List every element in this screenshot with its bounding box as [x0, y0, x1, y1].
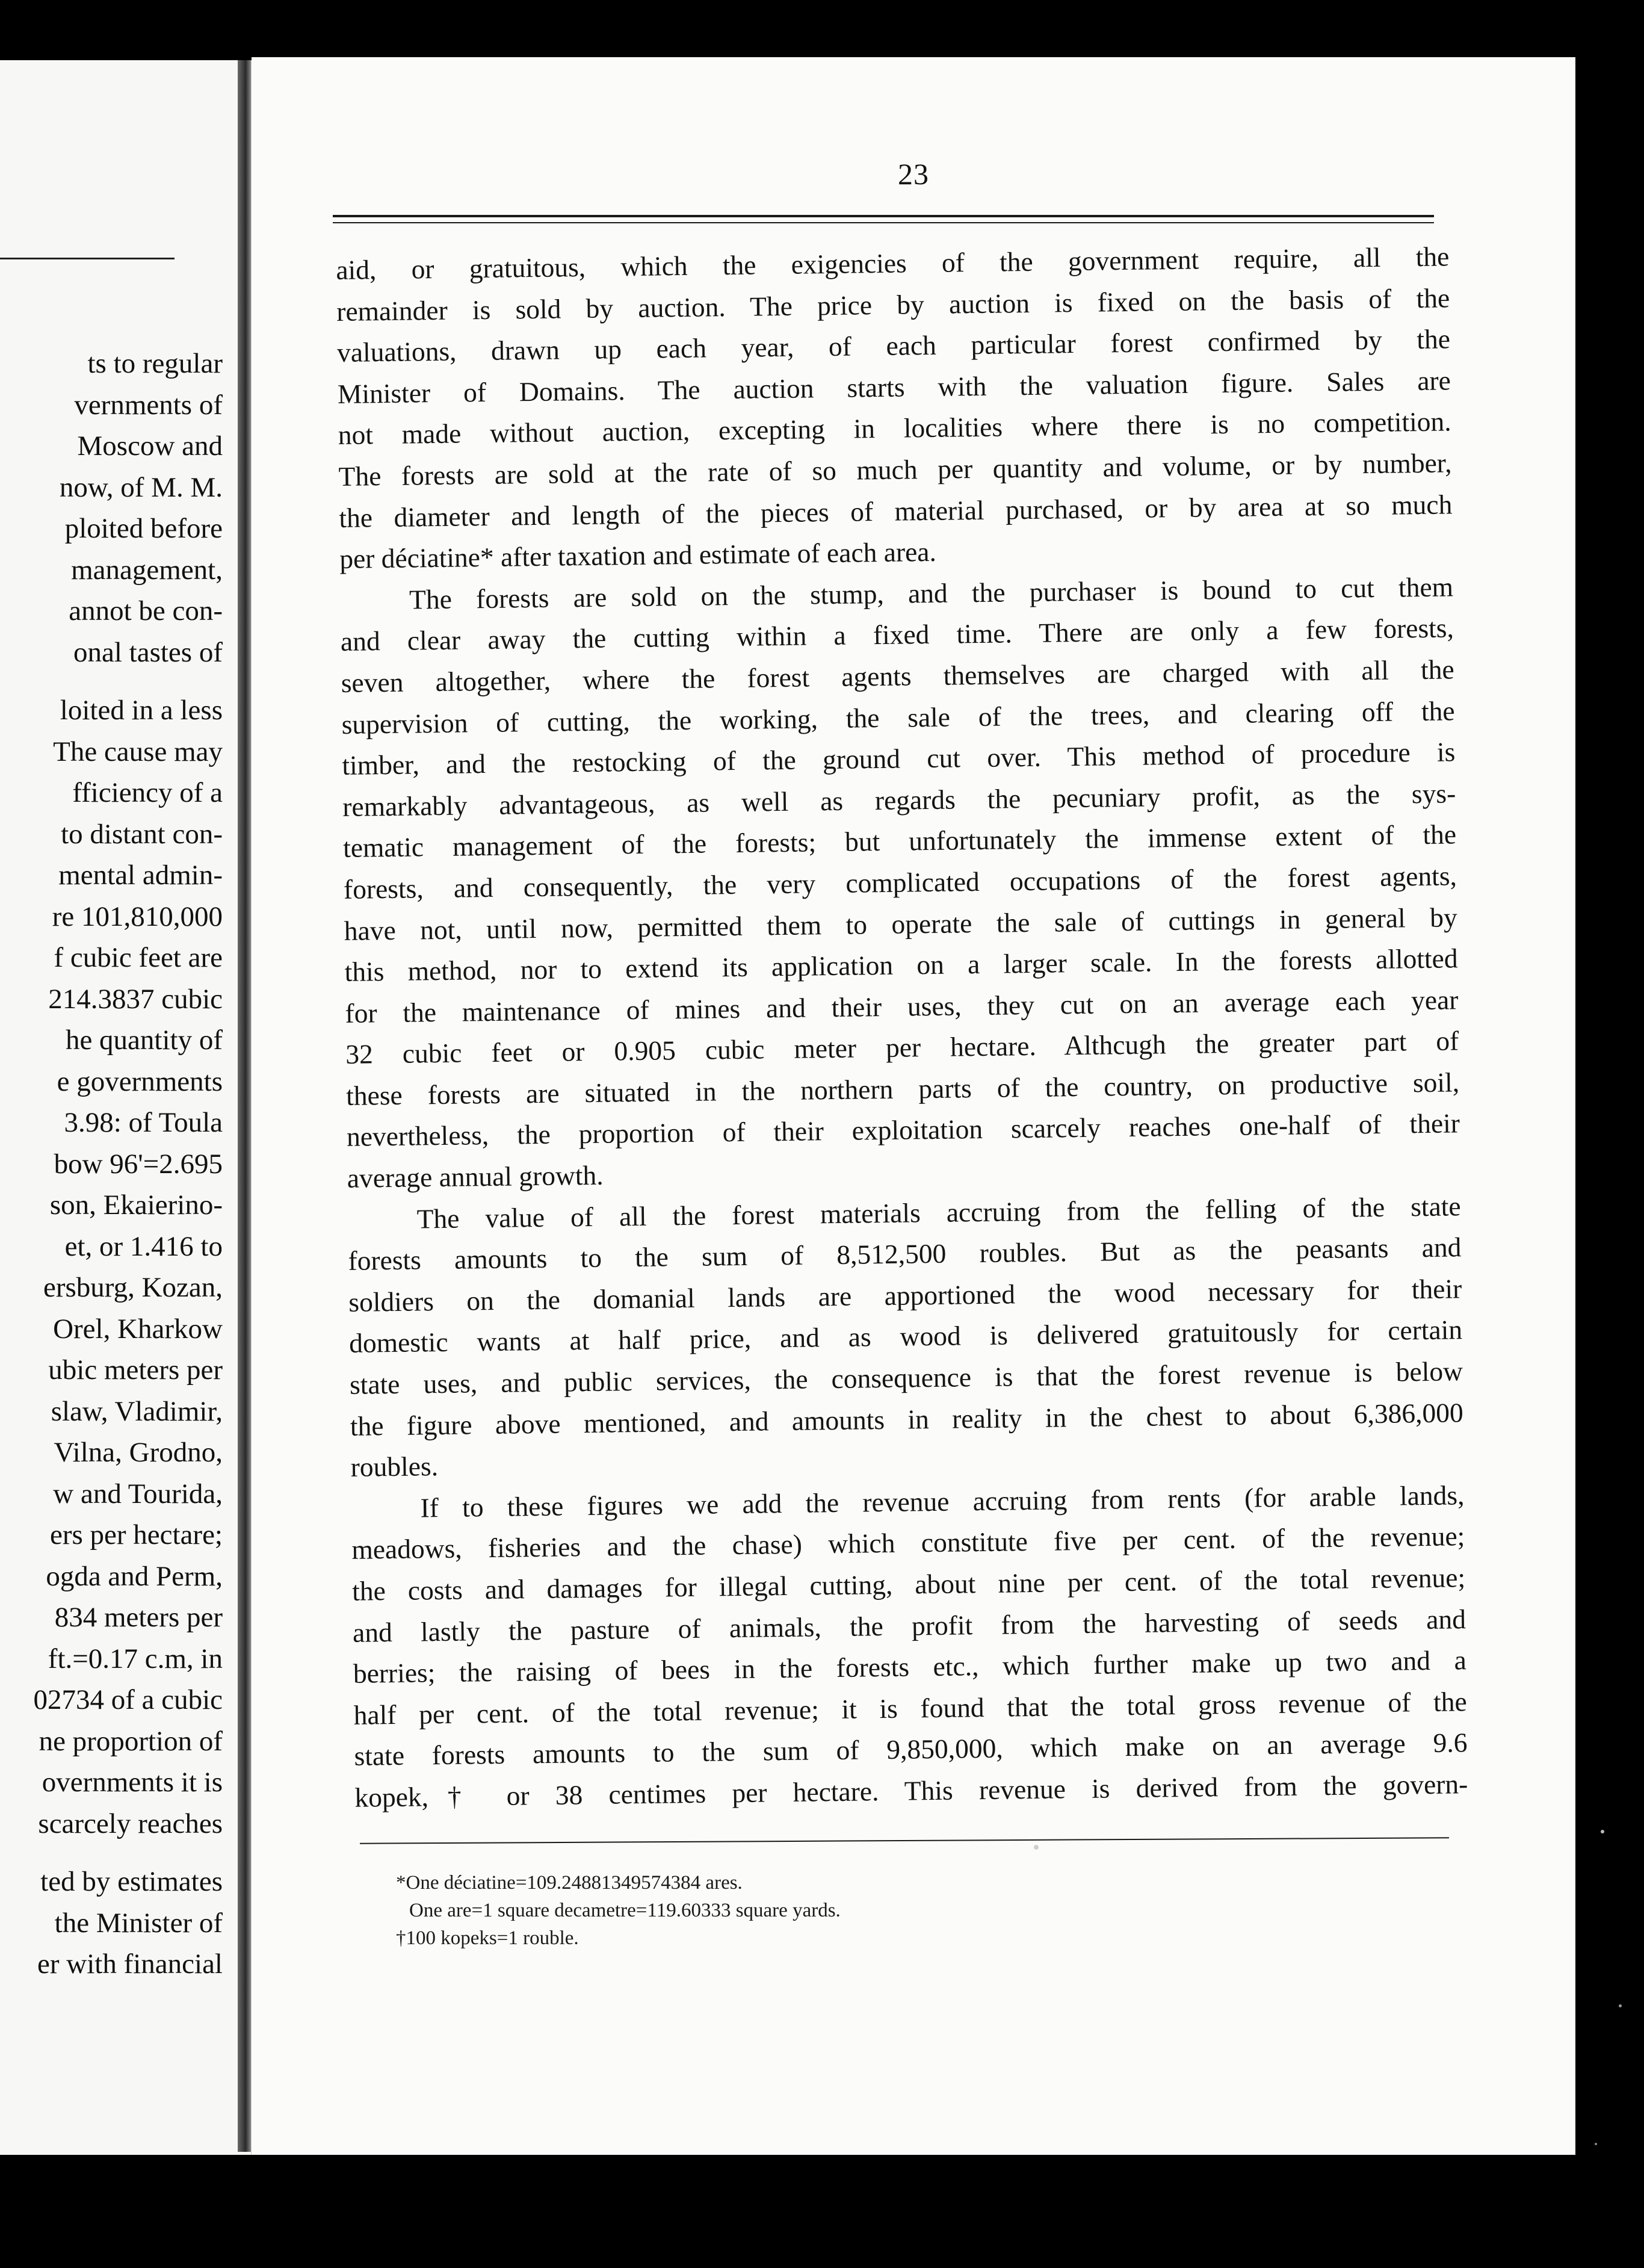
facing-page-line: re 101,810,000 — [52, 900, 223, 932]
facing-page-line: he quantity of — [65, 1024, 223, 1056]
main-page — [252, 57, 1575, 2155]
text-line: half per cent. of the total revenue; it is found that the total gross revenue of the — [353, 1686, 1467, 1730]
facing-page-line: slaw, Vladimir, — [51, 1395, 223, 1427]
text-line: remainder is sold by auction. The price by auction is fixed on the basis of the — [336, 282, 1450, 327]
text-line: per déciatine* after taxation and estimate of each area. — [339, 536, 937, 575]
footnote-rule — [360, 1837, 1449, 1844]
facing-page-line: bow 96'=2.695 — [54, 1148, 223, 1180]
scanner-dust — [1601, 1830, 1604, 1833]
paragraph — [351, 1475, 1468, 1818]
text-line: meadows, fisheries and the chase) which constitute five per cent. of the revenue; — [351, 1520, 1465, 1566]
facing-page-line: mental admin- — [58, 860, 223, 891]
facing-page-line: management, — [71, 554, 223, 586]
facing-page-line: ogda and Perm, — [46, 1560, 223, 1592]
text-line: the costs and damages for illegal cutting, about nine per cent. of the total revenue; — [351, 1562, 1466, 1606]
text-line: Minister of Domains. The auction starts with the valuation figure. Sales are — [337, 365, 1451, 409]
facing-page-line: annot be con- — [69, 595, 223, 627]
facing-page-line: ersburg, Kozan, — [43, 1272, 223, 1303]
body-text — [336, 236, 1468, 1818]
text-line: tematic management of the forests; but unfortunately the immense extent of the — [342, 819, 1457, 864]
facing-page-line: ft.=0.17 c.m, in — [48, 1643, 223, 1675]
text-line: The forests are sold at the rate of so much per quantity and volume, or by number, — [338, 447, 1452, 492]
facing-page-line: 3.98: of Toula — [64, 1107, 223, 1138]
text-line: domestic wants at half price, and as wood is delivered gratuitously for certain — [348, 1314, 1463, 1359]
facing-page-line: Moscow and — [77, 430, 223, 462]
facing-page-line: scarcely reaches — [38, 1808, 223, 1839]
text-line: forests, and consequently, the very complicated occupations of the forest agents, — [343, 860, 1457, 905]
footnote: *One déciatine=109.24881349574384 ares. — [396, 1872, 743, 1894]
facing-page-line: to distant con- — [61, 818, 223, 850]
text-line: state forests amounts to the sum of 9,850,000, which make on an average 9.6 — [354, 1727, 1468, 1772]
text-line: kopek,† or 38 centimes per hectare. This revenue is derived from the govern- — [354, 1768, 1468, 1813]
facing-page-line: er with financial — [37, 1948, 223, 1980]
facing-page-line: 214.3837 cubic — [48, 983, 223, 1015]
facing-page-line: e governments — [57, 1065, 223, 1097]
text-line: state uses, and public services, the consequence is that the forest revenue is below — [349, 1356, 1463, 1400]
facing-page-line: now, of M. M. — [59, 471, 223, 503]
footnote: †100 kopeks=1 rouble. — [396, 1927, 579, 1949]
text-line: forests amounts to the sum of 8,512,500 roubles. But as the peasants and — [348, 1232, 1462, 1277]
text-line: The value of all the forest materials accruing from the felling of the state — [416, 1190, 1461, 1235]
text-line: the diameter and length of the pieces of material purchased, or by area at so much — [339, 488, 1453, 533]
facing-page-line: ne proportion of — [39, 1725, 223, 1757]
book-gutter — [238, 60, 251, 2152]
text-line: 32 cubic feet or 0.905 cubic meter per hectare. Althcugh the greater part of — [345, 1025, 1459, 1070]
text-line: supervision of cutting, the working, the sale of the trees, and clearing off the — [341, 695, 1455, 740]
footnote: One are=1 square decametre=119.60333 square yards. — [409, 1900, 841, 1921]
facing-page-line: fficiency of a — [72, 777, 223, 808]
text-line: not made without auction, excepting in localities where there is no competition. — [338, 406, 1451, 451]
facing-page-line: overnments it is — [42, 1767, 223, 1798]
facing-page-line: et, or 1.416 to — [64, 1230, 223, 1262]
text-line: this method, nor to extend its application on a larger scale. In the forests allotted — [344, 943, 1458, 988]
text-line: The forests are sold on the stump, and the purchaser is bound to cut them — [409, 571, 1454, 615]
text-line: remarkably advantageous, as well as regards the pecuniary profit, as the sys- — [342, 778, 1456, 822]
text-line: these forests are situated in the northern parts of the country, on productive soil, — [345, 1067, 1460, 1111]
text-line: for the maintenance of mines and their uses, they cut on an average each year — [345, 984, 1459, 1029]
facing-page-line: 02734 of a cubic — [33, 1684, 223, 1715]
text-line: average annual growth. — [347, 1159, 604, 1194]
text-line: nevertheless, the proportion of their exploitation scarcely reaches one-half of their — [346, 1108, 1460, 1153]
text-line: valuations, drawn up each year, of each particular forest confirmed by the — [336, 323, 1451, 368]
facing-page-line: w and Tourida, — [53, 1478, 223, 1510]
facing-page-line: the Minister of — [54, 1907, 223, 1939]
text-line: and clear away the cutting within a fixed time. There are only a few forests, — [340, 612, 1454, 657]
text-line: If to these figures we add the revenue accruing from rents (for arable lands, — [420, 1479, 1465, 1523]
facing-page-line: Orel, Kharkow — [53, 1313, 223, 1345]
scanner-dust — [1595, 2143, 1597, 2145]
text-line: berries; the raising of bees in the forests etc., which further make up two and a — [353, 1644, 1467, 1690]
facing-page-line: onal tastes of — [73, 636, 223, 668]
text-line: the figure above mentioned, and amounts in reality in the chest to about 6,386,000 — [350, 1396, 1464, 1442]
header-rule-top — [333, 215, 1434, 217]
text-line: roubles. — [350, 1451, 439, 1483]
text-line: timber, and the restocking of the ground cut over. This method of procedure is — [342, 736, 1456, 781]
footnotes — [396, 1869, 1299, 1952]
facing-page-line: son, Ekaierino- — [49, 1189, 223, 1221]
facing-page-line: Vilna, Grodno, — [54, 1437, 223, 1468]
text-line: seven altogether, where the forest agents themselves are charged with all the — [341, 654, 1454, 698]
facing-page-line: ubic meters per — [48, 1354, 223, 1386]
facing-page-rule — [0, 258, 175, 259]
header-rule-bottom — [333, 222, 1434, 223]
facing-page-line: loited in a less — [60, 695, 223, 726]
scanner-dust — [1619, 2004, 1622, 2007]
paper-speck — [1034, 1845, 1039, 1850]
paragraph — [336, 236, 1453, 580]
facing-page-line: f cubic feet are — [54, 942, 223, 973]
facing-page-line: ers per hectare; — [49, 1519, 223, 1551]
text-line: soldiers on the domanial lands are apportioned the wood necessary for their — [348, 1273, 1462, 1318]
text-line: and lastly the pasture of animals, the profit from the harvesting of seeds and — [352, 1603, 1466, 1648]
page-number: 23 — [898, 157, 929, 191]
facing-page-line: vernments of — [74, 389, 223, 421]
paragraph — [347, 1186, 1464, 1489]
paragraph — [340, 566, 1460, 1199]
text-line: have not, until now, permitted them to operate the sale of cuttings in general by — [344, 901, 1457, 946]
facing-page-line: ploited before — [64, 513, 223, 544]
facing-page-line: ts to regular — [87, 348, 223, 379]
facing-page-line: The cause may — [53, 736, 223, 767]
facing-page-line: ted by estimates — [40, 1866, 223, 1897]
text-line: aid, or gratuitous, which the exigencies of the government require, all the — [336, 241, 1450, 285]
facing-page-line: 834 meters per — [54, 1602, 223, 1633]
